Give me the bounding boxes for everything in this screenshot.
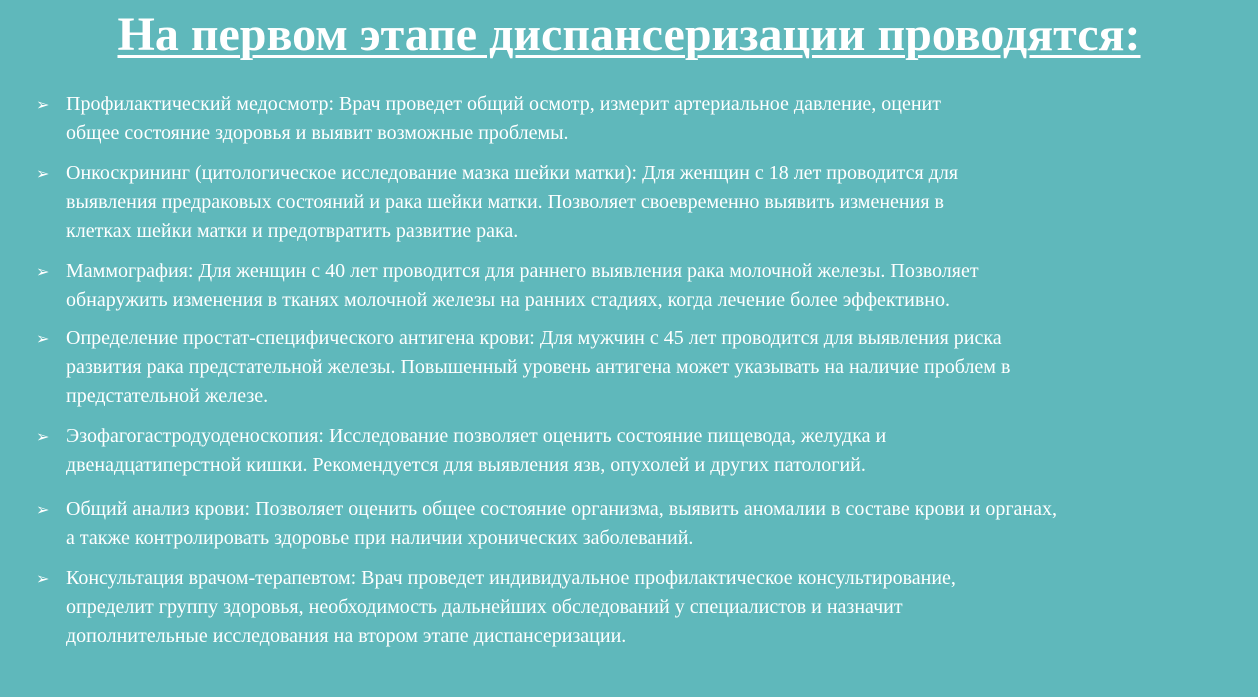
list-item bbox=[36, 257, 1256, 315]
item-text-line: определит группу здоровья, необходимость дальнейших обследований у специалистов и назначит bbox=[66, 596, 903, 618]
slide-title: На первом этапе диспансеризации проводятся: bbox=[117, 8, 1141, 61]
arrowhead-bullet-icon: ➢ bbox=[36, 500, 50, 519]
item-text-line: Общий анализ крови: Позволяет оценить общее состояние организма, выявить аномалии в составе крови и органах, bbox=[66, 498, 1057, 520]
item-text-line: Эзофагогастродуоденоскопия: Исследование позволяет оценить состояние пищевода, желудка и bbox=[66, 425, 887, 447]
arrowhead-bullet-icon: ➢ bbox=[36, 262, 50, 281]
item-text-line: клетках шейки матки и предотвратить развитие рака. bbox=[66, 220, 519, 242]
arrowhead-bullet-icon: ➢ bbox=[36, 427, 50, 446]
item-text-line: выявления предраковых состояний и рака шейки матки. Позволяет своевременно выявить изменения в bbox=[66, 191, 944, 213]
list-item bbox=[36, 422, 1256, 480]
item-text-line: предстательной железе. bbox=[66, 385, 269, 407]
item-text-line: Определение простат-специфического антигена крови: Для мужчин с 45 лет проводится для выявления риска bbox=[66, 327, 1002, 349]
list-item bbox=[36, 564, 1256, 651]
list-item bbox=[36, 90, 1256, 148]
item-text-line: общее состояние здоровья и выявит возможные проблемы. bbox=[66, 122, 569, 144]
item-text-line: двенадцатиперстной кишки. Рекомендуется для выявления язв, опухолей и других патологий. bbox=[66, 454, 866, 476]
arrowhead-bullet-icon: ➢ bbox=[36, 95, 50, 114]
item-text-line: развития рака предстательной железы. Повышенный уровень антигена может указывать на наличие проблем в bbox=[66, 356, 1011, 378]
list-item bbox=[36, 495, 1256, 553]
item-text-line: Профилактический медосмотр: Врач проведет общий осмотр, измерит артериальное давление, оценит bbox=[66, 93, 941, 115]
item-text-line: Онкоскрининг (цитологическое исследование мазка шейки матки): Для женщин с 18 лет проводится для bbox=[66, 162, 959, 184]
item-text-line: Маммография: Для женщин с 40 лет проводится для раннего выявления рака молочной железы. Позволяет bbox=[66, 260, 979, 282]
arrowhead-bullet-icon: ➢ bbox=[36, 164, 50, 183]
arrowhead-bullet-icon: ➢ bbox=[36, 329, 50, 348]
item-text-line: обнаружить изменения в тканях молочной железы на ранних стадиях, когда лечение более эффективно. bbox=[66, 289, 950, 311]
bullet-list bbox=[36, 90, 1256, 651]
item-text-line: Консультация врачом-терапевтом: Врач проведет индивидуальное профилактическое консультирование, bbox=[66, 567, 956, 589]
arrowhead-bullet-icon: ➢ bbox=[36, 569, 50, 588]
item-text-line: а также контролировать здоровье при наличии хронических заболеваний. bbox=[66, 527, 694, 549]
list-item bbox=[36, 159, 1256, 246]
item-text-line: дополнительные исследования на втором этапе диспансеризации. bbox=[66, 625, 627, 647]
list-item bbox=[36, 324, 1256, 411]
